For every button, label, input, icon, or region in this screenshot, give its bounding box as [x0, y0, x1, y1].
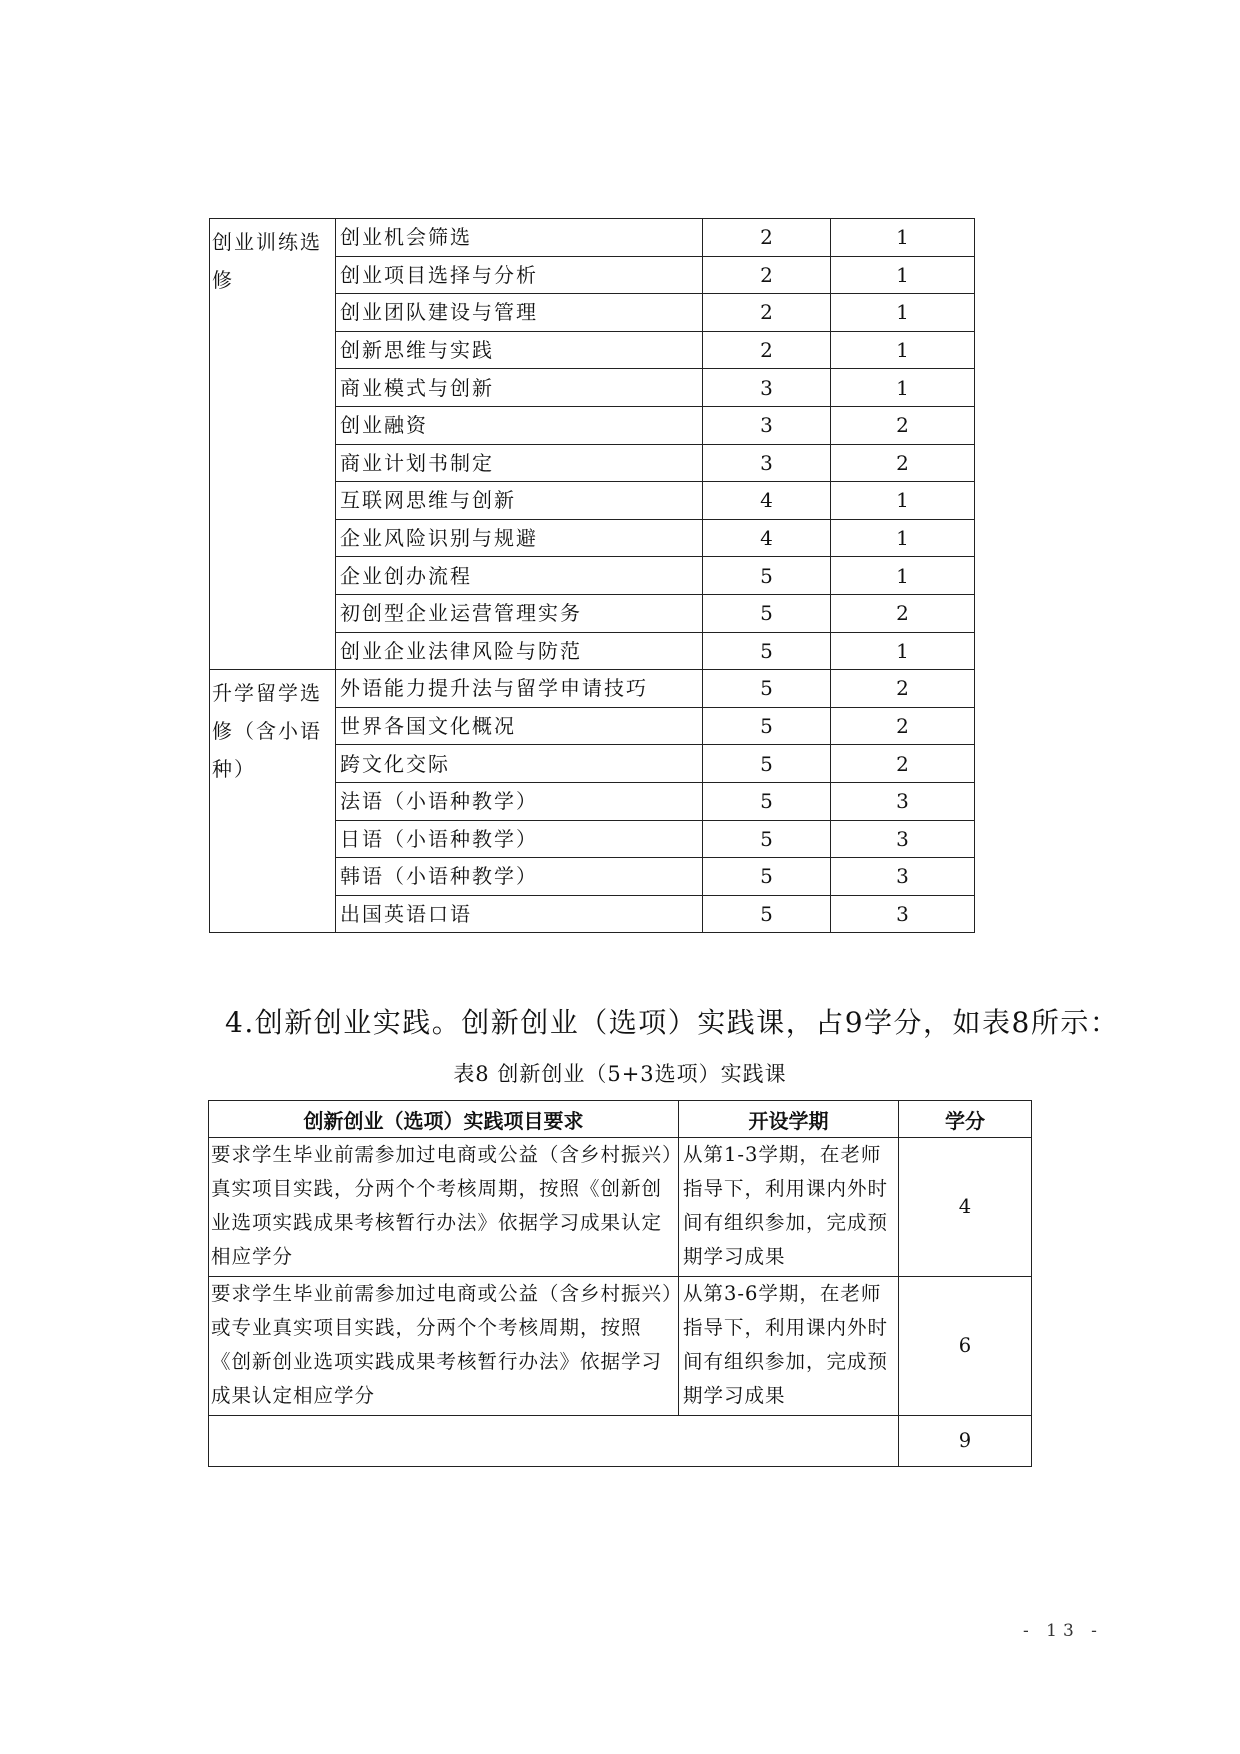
course-name: 企业风险识别与规避 [336, 519, 703, 557]
course-credit: 1 [831, 219, 975, 257]
course-term: 2 [703, 331, 831, 369]
course-credit: 3 [831, 782, 975, 820]
course-term: 2 [703, 256, 831, 294]
course-term: 5 [703, 745, 831, 783]
course-term: 5 [703, 707, 831, 745]
column-header: 开设学期 [679, 1101, 899, 1138]
course-name: 创业企业法律风险与防范 [336, 632, 703, 670]
course-credit: 1 [831, 482, 975, 520]
term-cell: 从第3-6学期，在老师指导下，利用课内外时间有组织参加，完成预期学习成果 [679, 1277, 899, 1416]
course-name: 跨文化交际 [336, 745, 703, 783]
category-cell: 升学留学选修（含小语种） [210, 670, 336, 933]
course-name: 外语能力提升法与留学申请技巧 [336, 670, 703, 708]
total-label-cell [209, 1416, 899, 1467]
course-name: 法语（小语种教学） [336, 782, 703, 820]
total-row [209, 1416, 1032, 1467]
course-name: 创业团队建设与管理 [336, 294, 703, 332]
table-header-row [209, 1101, 1032, 1138]
course-credit: 1 [831, 369, 975, 407]
course-name: 创业融资 [336, 406, 703, 444]
credit-cell: 4 [899, 1138, 1032, 1277]
total-credit-cell: 9 [899, 1416, 1032, 1467]
course-term: 4 [703, 482, 831, 520]
course-name: 初创型企业运营管理实务 [336, 594, 703, 632]
course-name: 创业机会筛选 [336, 219, 703, 257]
course-name: 创业项目选择与分析 [336, 256, 703, 294]
table-caption: 表8 创新创业（5+3选项）实践课 [453, 1062, 787, 1086]
course-name: 创新思维与实践 [336, 331, 703, 369]
requirement-cell: 要求学生毕业前需参加过电商或公益（含乡村振兴）或专业真实项目实践，分两个个考核周期，按照《创新创业选项实践成果考核暂行办法》依据学习成果认定相应学分 [209, 1277, 679, 1416]
course-credit: 1 [831, 256, 975, 294]
course-name: 出国英语口语 [336, 895, 703, 933]
table-row [209, 1277, 1032, 1416]
course-credit: 3 [831, 858, 975, 896]
column-header: 创新创业（选项）实践项目要求 [209, 1101, 679, 1138]
course-name: 商业计划书制定 [336, 444, 703, 482]
course-term: 2 [703, 294, 831, 332]
course-term: 5 [703, 782, 831, 820]
table-row [210, 219, 975, 257]
course-term: 2 [703, 219, 831, 257]
course-term: 5 [703, 895, 831, 933]
credit-cell: 6 [899, 1277, 1032, 1416]
column-header: 学分 [899, 1101, 1032, 1138]
course-term: 5 [703, 632, 831, 670]
table-row [209, 1138, 1032, 1277]
practice-course-table [208, 1100, 1032, 1467]
course-credit: 1 [831, 632, 975, 670]
course-name: 日语（小语种教学） [336, 820, 703, 858]
term-cell: 从第1-3学期，在老师指导下，利用课内外时间有组织参加，完成预期学习成果 [679, 1138, 899, 1277]
course-credit: 1 [831, 519, 975, 557]
course-credit: 2 [831, 444, 975, 482]
course-term: 3 [703, 369, 831, 407]
course-credit: 3 [831, 895, 975, 933]
course-credit: 2 [831, 745, 975, 783]
page-number: - 13 - [1023, 1621, 1103, 1641]
elective-course-table [209, 218, 975, 933]
course-term: 3 [703, 406, 831, 444]
course-term: 5 [703, 557, 831, 595]
course-credit: 1 [831, 294, 975, 332]
category-cell: 创业训练选修 [210, 219, 336, 670]
table-row [210, 670, 975, 708]
course-credit: 3 [831, 820, 975, 858]
requirement-cell: 要求学生毕业前需参加过电商或公益（含乡村振兴）真实项目实践，分两个个考核周期，按照《创新创业选项实践成果考核暂行办法》依据学习成果认定相应学分 [209, 1138, 679, 1277]
course-name: 企业创办流程 [336, 557, 703, 595]
course-name: 商业模式与创新 [336, 369, 703, 407]
course-credit: 2 [831, 670, 975, 708]
section-paragraph: 4.创新创业实践。创新创业（选项）实践课，占9学分，如表8所示： [225, 1006, 1120, 1039]
course-term: 5 [703, 670, 831, 708]
course-credit: 1 [831, 557, 975, 595]
course-term: 3 [703, 444, 831, 482]
course-name: 韩语（小语种教学） [336, 858, 703, 896]
course-credit: 2 [831, 406, 975, 444]
course-credit: 2 [831, 707, 975, 745]
course-term: 5 [703, 858, 831, 896]
course-term: 4 [703, 519, 831, 557]
course-term: 5 [703, 820, 831, 858]
course-credit: 1 [831, 331, 975, 369]
course-term: 5 [703, 594, 831, 632]
course-name: 世界各国文化概况 [336, 707, 703, 745]
course-credit: 2 [831, 594, 975, 632]
course-name: 互联网思维与创新 [336, 482, 703, 520]
